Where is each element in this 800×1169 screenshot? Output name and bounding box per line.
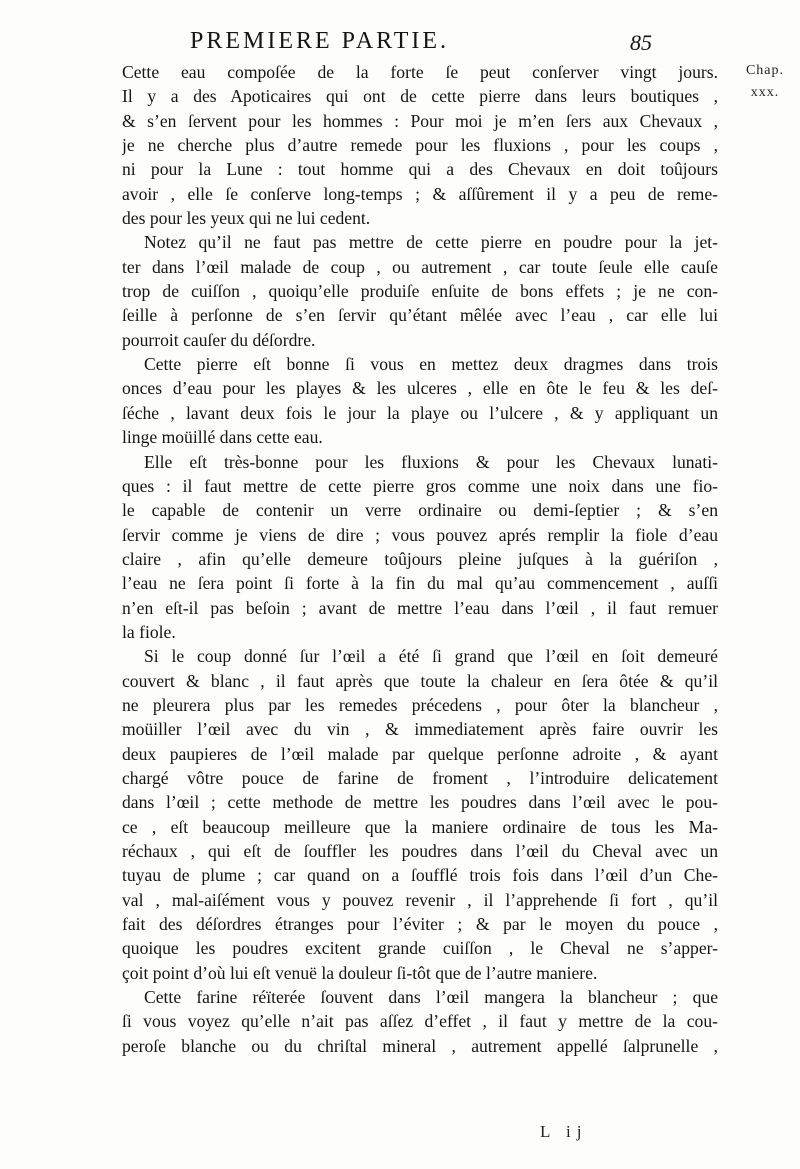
text-line: val , mal-aiſément vous y pouvez revenir , il l’apprehende ſi fort , qu’il: [122, 889, 718, 910]
body-text: [122, 60, 718, 1058]
text-line: ſéche , lavant deux fois le jour la playe ou l’ulcere , & y appliquant un: [122, 402, 718, 423]
text-line: linge moüillé dans cette eau.: [122, 427, 323, 448]
text-line: deux paupieres de l’œil malade par quelque perſonne adroite , & ayant: [122, 743, 718, 764]
page-number: 85: [630, 30, 652, 55]
text-line: dans l’œil ; cette methode de mettre les poudres dans l’œil avec le pou-: [122, 792, 718, 813]
text-line: ques : il faut mettre de cette pierre gros comme une noix dans une fio-: [122, 475, 718, 496]
text-line: Cette eau compoſée de la forte ſe peut conſerver vingt jours.: [122, 62, 718, 82]
text-line: peroſe blanche ou du chriſtal mineral , autrement appellé ſalprunelle ,: [122, 1035, 718, 1056]
margin-chapter-number: xxx.: [750, 85, 780, 100]
text-line: ce , eſt beaucoup meilleure que la maniere ordinaire de tous les Ma-: [122, 816, 718, 837]
text-line: onces d’eau pour les playes & les ulceres , elle en ôte le feu & les deſ-: [122, 378, 718, 399]
text-line: & s’en ſervent pour les hommes : Pour moi je m’en ſers aux Chevaux ,: [122, 110, 718, 131]
text-line: Notez qu’il ne faut pas mettre de cette pierre en poudre pour la jet-: [144, 232, 718, 253]
text-line: çoit point d’où lui eſt venuë la douleur ſi-tôt que de l’autre maniere.: [122, 962, 598, 983]
text-line: n’en eſt-il pas beſoin ; avant de mettre l’eau dans l’œil , il faut remuer: [122, 597, 718, 618]
text-line: des pour les yeux qui ne lui cedent.: [122, 208, 371, 229]
text-line: tuyau de plume ; car quand on a ſoufflé trois fois dans l’œil d’un Che-: [122, 865, 718, 886]
signature-mark: L ij: [540, 1122, 588, 1141]
text-line: trop de cuiſſon , quoiqu’elle produiſe enſuite de bons effets ; je ne con-: [122, 281, 718, 302]
text-line: claire , afin qu’elle demeure toûjours pleine juſques à la guériſon ,: [122, 548, 718, 569]
text-line: ter dans l’œil malade de coup , ou autrement , car toute ſeule elle cauſe: [122, 256, 718, 277]
text-line: moüiller l’œil avec du vin , & immediatement après faire ouvrir les: [122, 719, 718, 740]
text-line: Si le coup donné ſur l’œil a été ſi grand que l’œil en ſoit demeuré: [144, 646, 718, 667]
text-line: la fiole.: [122, 621, 176, 642]
margin-chapter-label: Chap.: [745, 63, 785, 78]
text-line: ne pleurera plus par les remedes précedens , pour ôter la blancheur ,: [122, 694, 718, 715]
text-line: chargé vôtre pouce de farine de froment , l’introduire delicatement: [122, 767, 718, 788]
text-line: avoir , elle ſe conſerve long-temps ; & aſſûrement il y a peu de reme-: [122, 183, 718, 204]
text-line: quoique les poudres excitent grande cuiſſon , le Cheval ne s’apper-: [122, 938, 718, 959]
margin-note: [735, 60, 795, 104]
text-line: ſi vous voyez qu’elle n’ait pas aſſez d’effet , il faut y mettre de la cou-: [122, 1011, 718, 1032]
running-title: PREMIERE PARTIE.: [190, 28, 450, 54]
text-line: le capable de contenir un verre ordinaire ou demi-ſeptier ; & s’en: [122, 500, 718, 521]
text-line: Elle eſt très-bonne pour les fluxions & pour les Chevaux lunati-: [144, 451, 718, 472]
text-line: pourroit cauſer du déſordre.: [122, 329, 316, 350]
text-line: fait des déſordres étranges pour l’éviter ; & par le moyen du pouce ,: [122, 914, 718, 935]
text-line: Cette pierre eſt bonne ſi vous en mettez deux dragmes dans trois: [144, 354, 718, 375]
text-line: l’eau ne ſera point ſi forte à la fin du mal qu’au commencement , auſſi: [122, 573, 718, 594]
text-line: couvert & blanc , il faut après que toute la chaleur en ſera ôtée & qu’il: [122, 670, 718, 691]
text-line: réchaux , qui eſt de ſouffler les poudres dans l’œil du Cheval avec un: [122, 841, 718, 861]
text-line: Cette farine réïterée ſouvent dans l’œil mangera la blancheur ; que: [144, 987, 718, 1008]
text-line: Il y a des Apoticaires qui ont de cette pierre dans leurs boutiques ,: [122, 86, 718, 107]
text-line: ſeille à perſonne de s’en ſervir qu’étant mêlée avec l’eau , car elle lui: [122, 305, 718, 326]
text-line: je ne cherche plus d’autre remede pour les fluxions , pour les coups ,: [122, 135, 718, 156]
text-line: ſervir comme je viens de dire ; vous pouvez aprés remplir la fiole d’eau: [122, 524, 718, 545]
text-line: ni pour la Lune : tout homme qui a des Chevaux en doit toûjours: [122, 159, 718, 180]
